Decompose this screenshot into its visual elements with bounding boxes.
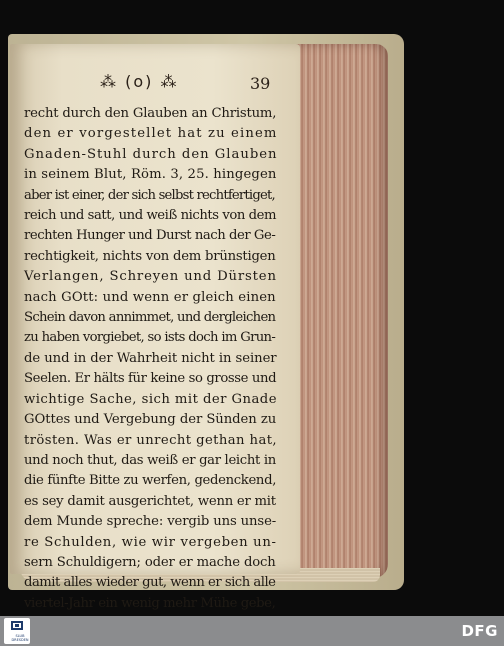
text-line: wichtige Sache, sich mit der Gnade	[24, 391, 277, 407]
slub-emblem-icon	[4, 618, 30, 634]
text-line: zu haben vorgiebet, so ists doch im Grun-	[24, 330, 276, 346]
page-number: 39	[250, 74, 271, 93]
slub-logo[interactable]	[4, 618, 30, 644]
text-line: rechten Hunger und Durst nach der Ge-	[24, 228, 276, 244]
text-line: reich und satt, und weiß nichts von dem	[24, 208, 277, 224]
text-line: Seelen. Er hälts für keine so grosse und	[24, 371, 277, 387]
text-line: Schein davon annimmet, und dergleichen	[24, 310, 276, 326]
text-line: und noch thut, das weiß er gar leicht in	[24, 452, 276, 468]
header-ornament: ⁂ (o) ⁂	[100, 72, 179, 91]
text-line: es sey damit ausgerichtet, wenn er mit	[24, 493, 276, 509]
text-line: viertel-Jahr ein wenig mehr Mühe gebe,	[24, 595, 276, 611]
text-line: dem Munde spreche: vergib uns unse-	[24, 514, 277, 530]
text-line: Gnaden-Stuhl durch den Glauben	[24, 146, 278, 162]
text-line: sern Schuldigern; oder er mache doch	[24, 554, 276, 570]
slub-caption: SLUB DRESDEN	[11, 634, 29, 642]
text-line: rechtigkeit, nichts von dem brünstigen	[24, 248, 276, 264]
text-line: trösten. Was er unrecht gethan hat,	[24, 432, 278, 448]
text-line: re Schulden, wie wir vergeben un-	[24, 534, 277, 550]
dfg-logo[interactable]: DFG	[461, 622, 498, 640]
page-header	[100, 72, 276, 98]
text-line: aber ist einer, der sich selbst rechtfertiget,	[24, 187, 275, 203]
text-line: damit alles wieder gut, wenn er sich alle	[24, 575, 276, 591]
page-edges	[292, 44, 388, 578]
text-line: Verlangen, Schreyen und Dürsten	[24, 269, 277, 285]
footer-bar	[0, 616, 504, 646]
text-line: nach GOtt: und wenn er gleich einen	[24, 289, 276, 305]
page-text	[24, 104, 276, 635]
text-line: die fünfte Bitte zu werfen, gedenckend,	[24, 473, 277, 489]
text-line: recht durch den Glauben an Christum,	[24, 106, 277, 121]
text-line: in seinem Blut, Röm. 3, 25. hingegen	[24, 167, 277, 183]
text-line: GOttes und Vergebung der Sünden zu	[24, 412, 277, 428]
text-line: de und in der Wahrheit nicht in seiner	[24, 350, 277, 366]
text-line: den er vorgestellet hat zu einem	[24, 126, 278, 142]
